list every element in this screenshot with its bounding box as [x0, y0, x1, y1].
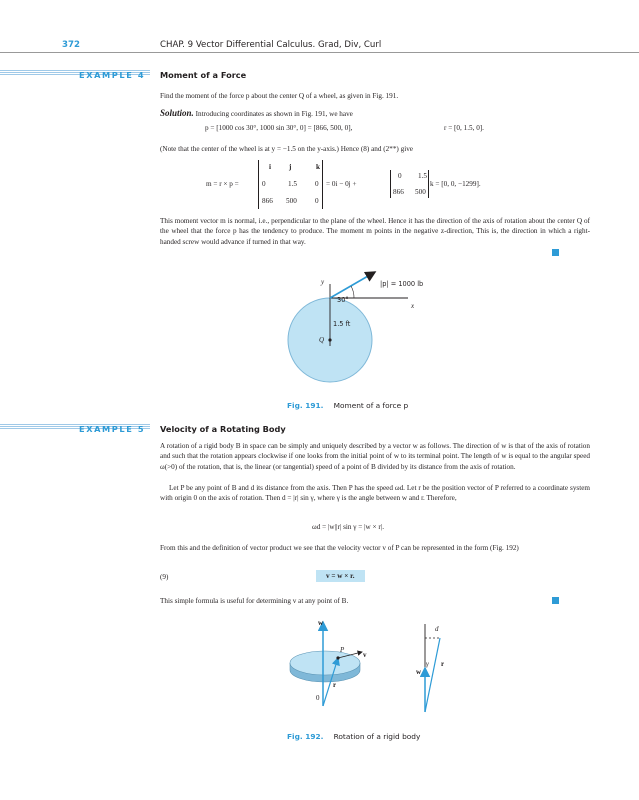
small-det-left-bar — [390, 170, 391, 198]
det-cell-r2-3: 0 — [315, 180, 319, 188]
det-left-bar — [258, 160, 259, 209]
det-cell-r2-2: 1.5 — [288, 180, 297, 188]
small-det-right-bar — [427, 170, 429, 198]
example-5-paragraph-4: This simple formula is useful for determining v at any point of B. — [160, 597, 349, 605]
equation-r: r = [0, 1.5, 0]. — [444, 124, 484, 132]
fig191-caption-label: Fig. 191. — [287, 401, 324, 410]
fig192-caption — [287, 724, 420, 743]
fig192-caption-label: Fig. 192. — [287, 732, 324, 741]
small-det-cell-3: 866 — [393, 188, 404, 196]
fig192-d-label: d — [435, 625, 439, 633]
fig191-force-label: |p| = 1000 lb — [380, 280, 424, 288]
example-4-label: EXAMPLE 4 — [79, 70, 146, 80]
equation-number-9: (9) — [160, 573, 169, 581]
det-right-bar — [321, 160, 323, 209]
example-5-paragraph-2: Let P be any point of B and d its distance from the axis. Then P has the speed ωd. Let r be the position vector of P referred to a coordinate system with origin 0 on the axis of rotation. Then d = |r| sin γ, where γ is the angle between w and r. Therefore, — [160, 484, 590, 503]
fig191-caption — [287, 393, 408, 412]
note-text: (Note that the center of the wheel is at y = −1.5 on the y-axis.) Hence (8) and (2**) give — [160, 145, 413, 153]
fig192-r2-label: r — [441, 660, 445, 668]
solution-text: Introducing coordinates as shown in Fig. 191, we have — [195, 110, 353, 118]
det-cell-r2-1: 0 — [262, 180, 266, 188]
example-4-title: Moment of a Force — [160, 70, 247, 80]
small-det-cell-2: 1.5 — [418, 172, 427, 180]
determinant-rhs: k = [0, 0, −1299]. — [430, 180, 481, 188]
fig191-caption-text: Moment of a force p — [333, 401, 409, 410]
fig192-v-label: v — [363, 651, 367, 659]
example-5-label: EXAMPLE 5 — [79, 424, 146, 434]
equation-velocity: v = w × r. — [316, 570, 365, 582]
fig191-y-label: y — [321, 278, 325, 286]
example-5-paragraph-1: A rotation of a rigid body B in space can be simply and uniquely described by a vector w as follows. The direction of w is that of the axis of rotation and such that the rotation appears clockwise if one looks from the initial point of w to its terminal point. The length of w is equal to the angular speed ω(>0) of the rotation, that is, the linear (or tangential) speed of a point of B divided by its distance from the axis of rotation. — [160, 442, 590, 471]
equation-speed: ωd = |w||r| sin γ = |w × r|. — [312, 523, 385, 531]
example-4-conclusion: This moment vector m is normal, i.e., perpendicular to the plane of the wheel. Hence it has the direction of the axis of rotation about the center Q of the wheel that the force p has the tendency to produce. The moment m points in the negative z-direction, This is, the direction in which a right-handed screw would advance if turned in that way. — [160, 217, 590, 246]
header-rule — [0, 52, 639, 53]
det-cell-k: k — [316, 163, 320, 171]
solution-line — [160, 108, 353, 118]
fig192-caption-text: Rotation of a rigid body — [333, 732, 421, 741]
position-vector-2 — [425, 638, 440, 712]
fig192-w2-label: w — [416, 668, 422, 676]
center-point — [328, 338, 331, 341]
fig192-P-label: P — [340, 646, 345, 654]
det-cell-r3-3: 0 — [315, 197, 319, 205]
det-cell-i: i — [269, 163, 271, 171]
chapter-title: CHAP. 9 Vector Differential Calculus. Grad, Div, Curl — [160, 40, 382, 50]
fig192-w-label: w — [318, 619, 324, 627]
det-cell-r3-2: 500 — [286, 197, 297, 205]
det-cell-j: j — [289, 163, 292, 171]
example-5-title: Velocity of a Rotating Body — [160, 424, 286, 434]
fig191-angle-label: 30° — [337, 296, 349, 304]
end-of-example-4-marker — [552, 249, 559, 256]
fig192-origin-label: 0 — [316, 694, 320, 702]
figure-192 — [280, 608, 480, 718]
fig191-center-label: Q — [319, 336, 325, 344]
force-vector-arrow — [330, 272, 375, 298]
end-of-example-5-marker — [552, 597, 559, 604]
determinant-middle: = 0i − 0j + — [326, 180, 357, 188]
page-number: 372 — [62, 40, 80, 50]
angle-arc — [351, 286, 354, 298]
determinant-lhs: m = r × p = — [206, 180, 239, 188]
point-P — [336, 656, 339, 659]
fig192-gamma-label: γ — [426, 660, 429, 668]
fig191-radius-label: 1.5 ft — [333, 320, 351, 328]
example-5-paragraph-3: From this and the definition of vector product we see that the velocity vector v of P can be represented in the form (Fig. 192) — [160, 544, 519, 552]
fig192-r-label: r — [333, 681, 337, 689]
small-det-cell-1: 0 — [398, 172, 402, 180]
equation-p: p = [1000 cos 30°, 1000 sin 30°, 0] = [866, 500, 0], — [205, 124, 353, 132]
fig191-x-label: x — [411, 302, 415, 310]
solution-label: Solution. — [160, 108, 194, 118]
example-4-intro: Find the moment of the force p about the center Q of a wheel, as given in Fig. 191. — [160, 92, 399, 100]
small-det-cell-4: 500 — [415, 188, 426, 196]
det-cell-r3-1: 866 — [262, 197, 273, 205]
disk-top — [290, 651, 360, 675]
